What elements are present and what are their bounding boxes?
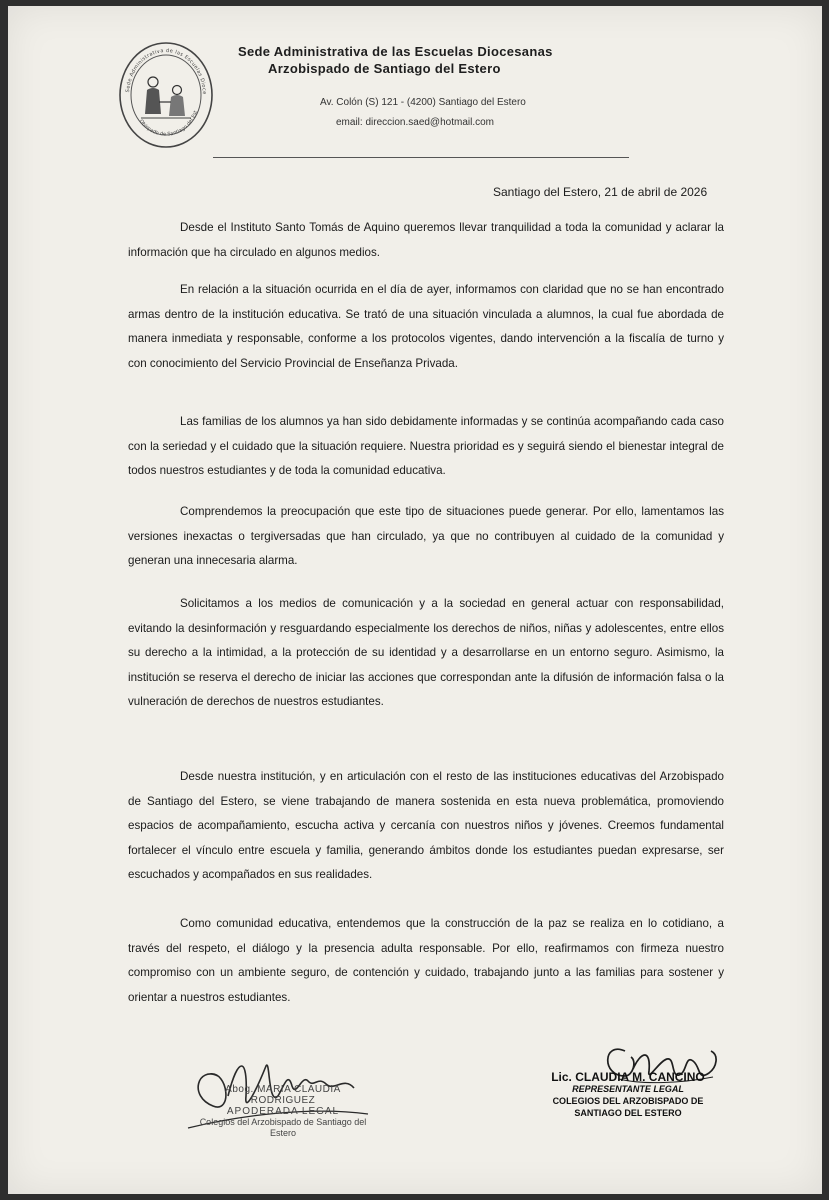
paragraph-5: Solicitamos a los medios de comunicación y a la sociedad en general actuar con responsabilidad, evitando la desinformación y resguardando especialmente los derechos de niños, niñas y adolescentes, entre ellos su derecho a la intimidad, a la protección de su identidad y a desarrollarse en un entorno seguro. Asimismo, la institución se reserva el derecho de iniciar las acciones que correspondan ante la difusión de información falsa o la vulneración de derechos de nuestros estudiantes.	[128, 597, 724, 708]
paragraph-2: En relación a la situación ocurrida en el día de ayer, informamos con claridad que no se han encontrado armas dentro de la institución educativa. Se trató de una situación vinculada a alumnos, la cual fue abordada de manera inmediata y responsable, conforme a los protocolos vigentes, dando intervención a la fiscalía de turno y con conocimiento del Servicio Provincial de Enseñanza Privada.	[128, 283, 724, 370]
letterhead-title: Sede Administrativa de las Escuelas Diocesanas	[238, 44, 553, 59]
paragraph-6: Desde nuestra institución, y en articulación con el resto de las instituciones educativas del Arzobispado de Santiago del Estero, se viene trabajando de manera sostenida en esta nueva problemática, promoviendo espacios de acompañamiento, escucha activa y cercanía con nuestros niños y jóvenes. Creemos fundamental fortalecer el vínculo entre escuela y familia, generando ámbitos donde los estudiantes puedan expresarse, ser escuchados y acompañados en sus realidades.	[128, 770, 724, 881]
diocesan-seal-logo	[117, 40, 215, 150]
svg-text:Sede Administrativa de las Esc: Sede Administrativa de las Escuelas Dioce	[125, 47, 208, 95]
signer-right-org: COLEGIOS DEL ARZOBISPADO DE SANTIAGO DEL ESTERO	[552, 1096, 704, 1118]
signature-left-stamp	[193, 1084, 373, 1139]
letterhead-email: email: direccion.saed@hotmail.com	[336, 117, 494, 128]
paragraph-7: Como comunidad educativa, entendemos que la construcción de la paz se realiza en lo cotidiano, a través del respeto, el diálogo y la presencia adulta responsable. Por ello, reafirmamos con firmeza nuestro compromiso con un ambiente seguro, de contención y cuidado, trabajando junto a las familias para sostener y orientar a nuestros estudiantes.	[128, 917, 724, 1004]
svg-text:Obispado de Santiago del Ester: Obispado de Santiago del Est	[137, 109, 200, 138]
paragraph-3: Las familias de los alumnos ya han sido debidamente informadas y se continúa acompañando cada caso con la seriedad y el cuidado que la situación requiere. Nuestra prioridad es y seguirá siendo el bienestar integral de todos nuestros estudiantes y de toda la comunidad educativa.	[128, 415, 724, 477]
signer-right-role: REPRESENTANTE LEGAL	[572, 1084, 684, 1094]
paragraph-4: Comprendemos la preocupación que este tipo de situaciones puede generar. Por ello, lamentamos las versiones inexactas o tergiversadas que han circulado, ya que no contribuyen al cuidado de la comunidad y generan una innecesaria alarma.	[128, 505, 724, 567]
letterhead-address: Av. Colón (S) 121 - (4200) Santiago del Estero	[320, 97, 526, 108]
header-divider	[213, 157, 629, 158]
signer-left-org: Colegios del Arzobispado de Santiago del Estero	[199, 1117, 367, 1138]
letterhead-subtitle: Arzobispado de Santiago del Estero	[268, 61, 501, 76]
signer-right-name: Lic. CLAUDIA M. CANCINO	[551, 1070, 705, 1084]
signature-right-stamp	[538, 1071, 718, 1119]
letter-page	[8, 6, 822, 1194]
signer-left-name: Abog. MARIA CLAUDIA RODRIGUEZ	[225, 1084, 341, 1106]
signer-left-role: APODERADA LEGAL	[226, 1106, 340, 1117]
letter-date: Santiago del Estero, 21 de abril de 2026	[493, 185, 708, 199]
paragraph-1: Desde el Instituto Santo Tomás de Aquino queremos llevar tranquilidad a toda la comunidad y aclarar la información que ha circulado en algunos medios.	[128, 221, 724, 259]
